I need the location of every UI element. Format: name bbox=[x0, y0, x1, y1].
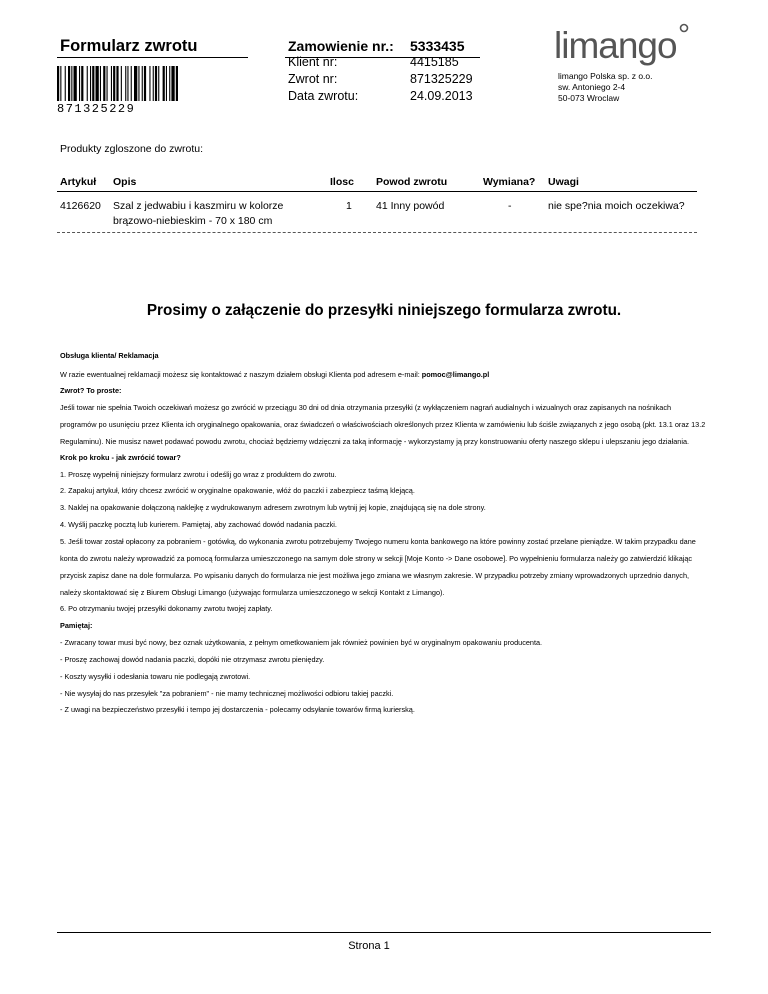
products-heading: Produkty zgloszone do zwrotu: bbox=[60, 143, 203, 155]
row-article: 4126620 bbox=[60, 200, 101, 212]
attach-notice: Prosimy o załączenie do przesyłki niniejszego formularza zwrotu. bbox=[146, 302, 622, 319]
limango-logo bbox=[554, 20, 694, 74]
row-notes: nie spe?nia moich oczekiwa? bbox=[548, 200, 685, 212]
step-2: 2. Zapakuj artykuł, który chcesz zwrócić w oryginalne opakowanie, włóż do paczki i zabezpiecz taśmą klejącą. bbox=[60, 486, 415, 495]
step-5c: przycisk zapisz dane na dole formularza. Po wpisaniu danych do formularza nie jest możliwa jego zmiana we własnym zakresie. W przypadku potrzeby zmiany wprowadzonych uprzednio danych, bbox=[60, 571, 690, 580]
remember-4: - Nie wysyłaj do nas przesyłek "za pobraniem" - nie mamy technicznej możliwości odbioru takiej paczki. bbox=[60, 689, 394, 698]
form-title: Formularz zwrotu bbox=[60, 37, 198, 55]
client-value: 4415185 bbox=[410, 55, 459, 69]
col-article: Artykuł bbox=[60, 176, 97, 188]
table-header-divider bbox=[57, 191, 697, 192]
footer-divider bbox=[57, 932, 711, 933]
col-quantity: Ilosc bbox=[330, 176, 354, 188]
service-heading: Obsługa klienta/ Reklamacja bbox=[60, 351, 159, 360]
return-label: Zwrot nr: bbox=[288, 72, 338, 86]
remember-5: - Z uwagi na bezpieczeństwo przesyłki i tempo jej dostarczenia - polecamy odsyłanie towarów firmą kurierską. bbox=[60, 705, 415, 714]
step-3: 3. Naklej na opakowanie dołączoną naklejkę z wydrukowanym adresem zwrotnym lub wytnij jej kopie, znajdującą się na dole strony. bbox=[60, 503, 486, 512]
remember-2: - Proszę zachowaj dowód nadania paczki, dopóki nie otrzymasz zwrotu pieniędzy. bbox=[60, 655, 325, 664]
company-street: sw. Antoniego 2-4 bbox=[558, 82, 626, 92]
service-email: pomoc@limango.pl bbox=[421, 370, 490, 379]
barcode-image bbox=[57, 66, 246, 101]
cut-line bbox=[57, 232, 697, 233]
row-quantity: 1 bbox=[346, 200, 352, 212]
date-label: Data zwrotu: bbox=[288, 89, 359, 103]
service-text bbox=[60, 370, 730, 379]
title-divider bbox=[57, 57, 248, 58]
step-5a: 5. Jeśli towar został opłacony za pobraniem - gotówką, do wykonania zwrotu potrzebujemy Twojego numeru konta bankowego na które powinny zostać przelane pieniądze. W takim przypadku dane bbox=[60, 537, 696, 546]
step-1: 1. Proszę wypełnij niniejszy formularz zwrotu i odeślij go wraz z produktem do zwrotu. bbox=[60, 470, 337, 479]
col-reason: Powod zwrotu bbox=[376, 176, 448, 188]
order-value: 5333435 bbox=[410, 38, 465, 54]
row-description-2: brązowo-niebieskim - 70 x 180 cm bbox=[113, 215, 273, 227]
simple-text-3: Regulaminu). Nie musisz nawet podawać powodu zwrotu, chociaż będziemy wdzięczni za taką informację - wykorzystamy ją przy konstruowaniu oferty naszego sklepu i ulepszaniu jego działania. bbox=[60, 437, 690, 446]
col-exchange: Wymiana? bbox=[483, 176, 536, 188]
company-city: 50-073 Wroclaw bbox=[558, 93, 620, 103]
date-value: 24.09.2013 bbox=[410, 89, 473, 103]
remember-heading: Pamiętaj: bbox=[60, 621, 93, 630]
row-description-1: Szal z jedwabiu i kaszmiru w kolorze bbox=[113, 200, 284, 212]
col-notes: Uwagi bbox=[548, 176, 579, 188]
steps-heading: Krok po kroku - jak zwrócić towar? bbox=[60, 453, 181, 462]
company-name: limango Polska sp. z o.o. bbox=[558, 71, 653, 81]
limango-logo-text: limango bbox=[554, 25, 677, 66]
return-value: 871325229 bbox=[410, 72, 473, 86]
step-4: 4. Wyślij paczkę pocztą lub kurierem. Pamiętaj, aby zachować dowód nadania paczki. bbox=[60, 520, 337, 529]
col-description: Opis bbox=[113, 176, 137, 188]
step-6: 6. Po otrzymaniu twojej przesyłki dokonamy zwrotu twojej zapłaty. bbox=[60, 604, 273, 613]
row-reason: 41 Inny powód bbox=[376, 200, 445, 212]
remember-1: - Zwracany towar musi być nowy, bez oznak użytkowania, z pełnym ometkowaniem jak również powinien być w oryginalnym opakowaniu producenta. bbox=[60, 638, 543, 647]
barcode-number: 871325229 bbox=[57, 102, 136, 116]
simple-text-1: Jeśli towar nie spełnia Twoich oczekiwań możesz go zwrócić w przeciągu 30 dni od dnia otrzymania przesyłki (z wykłączeniem nagrań audialnych i wizualnych oraz zapisanych na nośnikach bbox=[60, 403, 672, 412]
simple-heading: Zwrot? To proste: bbox=[60, 386, 122, 395]
client-label: Klient nr: bbox=[288, 55, 338, 69]
row-exchange: - bbox=[508, 200, 512, 212]
remember-3: - Koszty wysyłki i odesłania towaru nie podlegają zwrotowi. bbox=[60, 672, 251, 681]
page-number: Strona 1 bbox=[348, 940, 390, 952]
step-5b: konta do zwrotu należy wprowadzić za pomocą formularza umieszczonego na samym dole strony w sekcji [Moje Konto -> Dane osobowe]. Po wypełnieniu formularza należy go zatwierdzić klikając bbox=[60, 554, 693, 563]
order-label: Zamowienie nr.: bbox=[288, 38, 394, 54]
service-text-body: W razie ewentualnej reklamacji możesz się kontaktować z naszym działem obsługi Klienta pod adresem e-mail: bbox=[60, 370, 422, 379]
step-5d: należy skontaktować się z Biurem Obsługi Limango (używając formularza umieszczonego w sekcji Kontakt z Limango). bbox=[60, 588, 445, 597]
simple-text-2: programów po usunięciu przez Klienta ich oryginalnego opakowania, oraz świadczeń o właściwościach określonych przez Klienta w zamówieniu lub ściśle związanych z jego osobą (pkt. 13.1 oraz 13.2 bbox=[60, 420, 706, 429]
company-address bbox=[558, 71, 653, 104]
